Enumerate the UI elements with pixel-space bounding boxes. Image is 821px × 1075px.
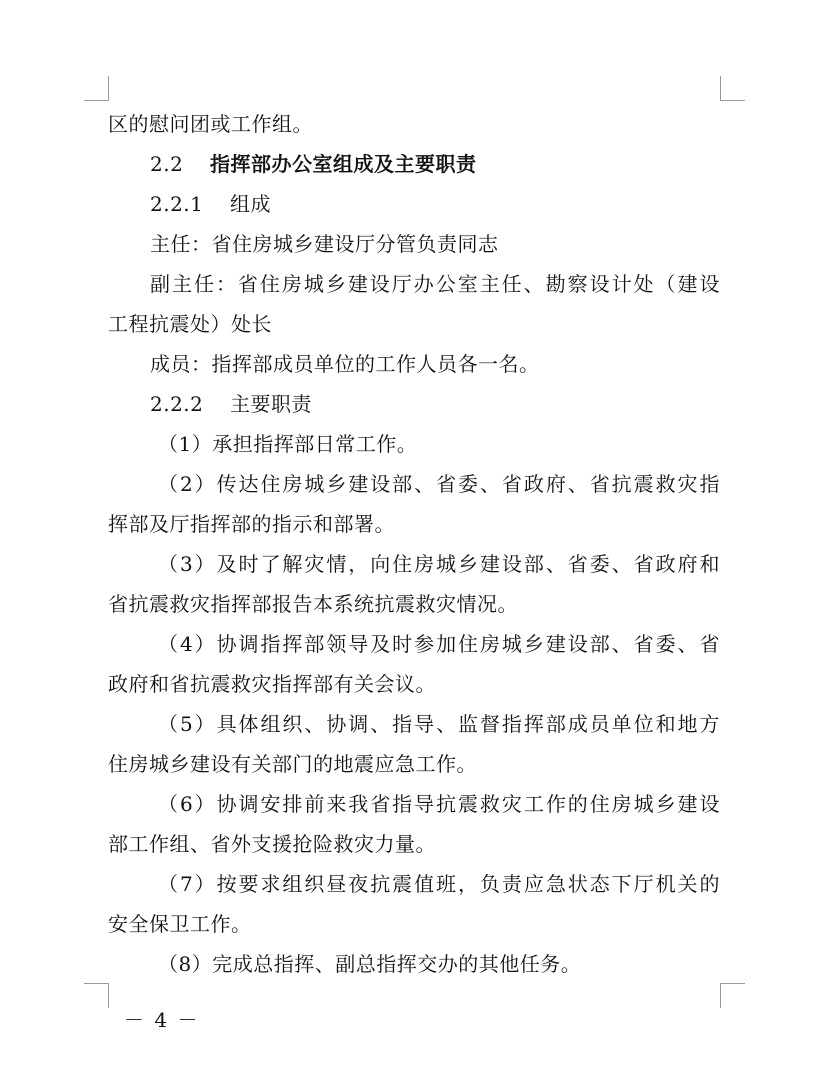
line-text: （4）协调指挥部领导及时参加住房城乡建设部、省委、省 <box>158 632 720 656</box>
document-body <box>108 104 720 984</box>
paragraph-line <box>108 224 720 264</box>
list-item-line <box>108 504 720 544</box>
list-item-line <box>108 704 720 744</box>
line-text: （7）按要求组织昼夜抗震值班，负责应急状态下厅机关的 <box>158 872 720 896</box>
line-text: 住房城乡建设有关部门的地震应急工作。 <box>108 752 477 776</box>
line-text: （5）具体组织、协调、指导、监督指挥部成员单位和地方 <box>158 712 720 736</box>
line-text: 挥部及厅指挥部的指示和部署。 <box>108 512 395 536</box>
section-heading-2-2-1 <box>108 184 720 224</box>
page-number: － 4 － <box>124 1008 200 1032</box>
line-text: （6）协调安排前来我省指导抗震救灾工作的住房城乡建设 <box>158 792 720 816</box>
section-heading-2-2 <box>108 144 720 184</box>
list-item-line <box>108 464 720 504</box>
list-item-line <box>108 944 720 984</box>
list-item-line <box>108 864 720 904</box>
line-text: 政府和省抗震救灾指挥部有关会议。 <box>108 672 436 696</box>
line-text: 主任：省住房城乡建设厅分管负责同志 <box>150 232 499 256</box>
line-text: 区的慰问团或工作组。 <box>108 112 313 136</box>
section-title: 主要职责 <box>230 392 312 416</box>
line-text: 安全保卫工作。 <box>108 912 252 936</box>
paragraph-line <box>108 344 720 384</box>
crop-mark-top-left <box>84 76 109 101</box>
list-item-line <box>108 824 720 864</box>
crop-mark-top-right <box>720 76 745 101</box>
list-item-line <box>108 624 720 664</box>
line-text: 副主任：省住房城乡建设厅办公室主任、勘察设计处（建设 <box>150 272 720 296</box>
list-item-line <box>108 744 720 784</box>
paragraph-line <box>108 104 720 144</box>
section-heading-2-2-2 <box>108 384 720 424</box>
paragraph-line <box>108 264 720 304</box>
list-item-line <box>108 584 720 624</box>
line-text: 部工作组、省外支援抢险救灾力量。 <box>108 832 436 856</box>
section-number: 2.2.2 <box>150 392 204 416</box>
crop-mark-bottom-left <box>84 983 109 1008</box>
line-text: 工程抗震处）处长 <box>108 312 272 336</box>
list-item-line <box>108 424 720 464</box>
section-title: 组成 <box>230 192 271 216</box>
section-title: 指挥部办公室组成及主要职责 <box>210 152 477 176</box>
paragraph-line <box>108 304 720 344</box>
section-number: 2.2.1 <box>150 192 204 216</box>
line-text: 省抗震救灾指挥部报告本系统抗震救灾情况。 <box>108 592 518 616</box>
line-text: （1）承担指挥部日常工作。 <box>158 432 418 456</box>
line-text: （2）传达住房城乡建设部、省委、省政府、省抗震救灾指 <box>158 472 720 496</box>
line-text: （8）完成总指挥、副总指挥交办的其他任务。 <box>158 952 582 976</box>
list-item-line <box>108 544 720 584</box>
crop-mark-bottom-right <box>720 983 745 1008</box>
section-number: 2.2 <box>150 152 184 176</box>
list-item-line <box>108 904 720 944</box>
line-text: （3）及时了解灾情，向住房城乡建设部、省委、省政府和 <box>158 552 720 576</box>
list-item-line <box>108 664 720 704</box>
list-item-line <box>108 784 720 824</box>
line-text: 成员：指挥部成员单位的工作人员各一名。 <box>150 352 540 376</box>
